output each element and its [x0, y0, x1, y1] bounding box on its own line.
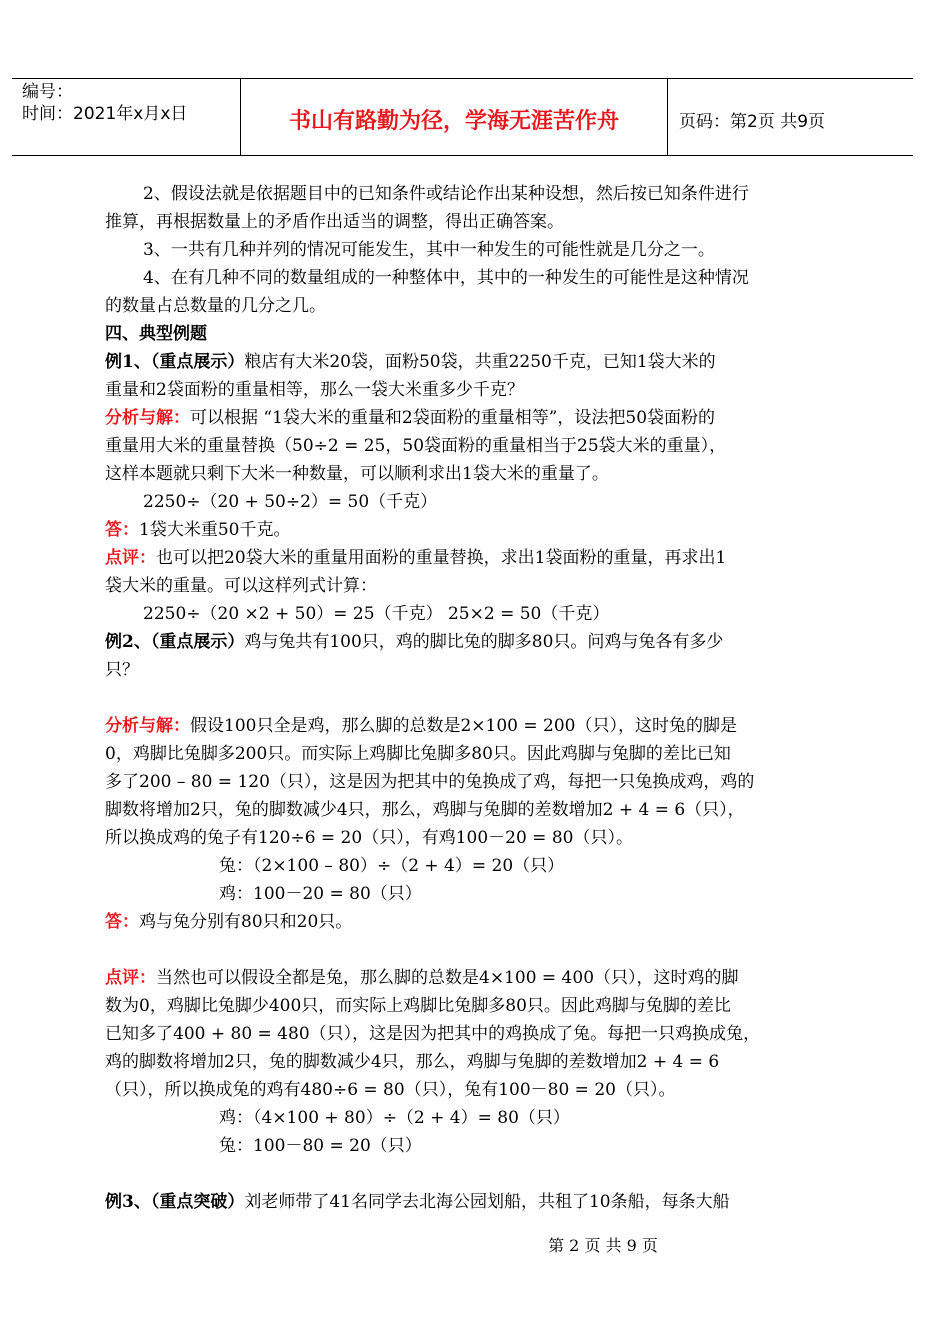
body-text: 粮店有大米20袋，面粉50袋，共重2250千克，已知1袋大米的	[244, 352, 716, 372]
example-label: 例2、（重点展示）	[105, 632, 245, 652]
body-line: 已知多了400 + 80 = 480（只），这是因为把其中的鸡换成了兔。每把一只鸡换成兔，	[105, 1024, 761, 1044]
section-heading: 四、典型例题	[105, 324, 207, 344]
answer-line	[105, 908, 827, 936]
formula-line: 2250÷（20 + 50÷2）= 50（千克）	[143, 492, 438, 512]
header-meta-cell	[12, 79, 240, 155]
header-page-info: 页码：第2页 共9页	[679, 112, 826, 132]
body-line: 鸡的脚数将增加2只，兔的脚数减少4只，那么，鸡脚与兔脚的差数增加2 + 4 = 6	[105, 1052, 720, 1072]
body-line: 3、一共有几种并列的情况可能发生，其中一种发生的可能性就是几分之一。	[143, 240, 715, 260]
analysis-label: 分析与解：	[105, 408, 190, 428]
document-time-label: 时间：2021年x月x日	[22, 104, 188, 124]
body-line: 袋大米的重量。可以这样列式计算：	[105, 576, 377, 596]
example-line	[105, 348, 827, 376]
body-text: 鸡与兔分别有80只和20只。	[139, 912, 353, 932]
answer-line	[105, 516, 827, 544]
body-text: 当然也可以假设全都是兔，那么脚的总数是4×100 = 400（只），这时鸡的脚	[156, 968, 739, 988]
example-line	[105, 628, 827, 656]
body-line: 4、在有几种不同的数量组成的一种整体中，其中的一种发生的可能性是这种情况	[143, 268, 749, 288]
formula-line: 鸡：（4×100 + 80）÷（2 + 4）= 80（只）	[219, 1108, 570, 1128]
body-line: 所以换成鸡的兔子有120÷6 = 20（只），有鸡100－20 = 80（只）。	[105, 828, 633, 848]
body-line: 这样本题就只剩下大米一种数量，可以顺利求出1袋大米的重量了。	[105, 464, 609, 484]
formula-line: 兔：100－80 = 20（只）	[219, 1136, 422, 1156]
page-footer: 第 2 页 共 9 页	[548, 1236, 658, 1255]
body-text: 可以根据 “1袋大米的重量和2袋面粉的重量相等”，设法把50袋面粉的	[190, 408, 716, 428]
analysis-line	[105, 404, 827, 432]
document-number-label: 编号：	[22, 82, 73, 102]
comment-label: 点评：	[105, 548, 156, 568]
body-text: 鸡与兔共有100只，鸡的脚比兔的脚多80只。问鸡与兔各有多少	[244, 632, 724, 652]
comment-label: 点评：	[105, 968, 156, 988]
body-text: 刘老师带了41名同学去北海公园划船，共租了10条船，每条大船	[244, 1192, 730, 1212]
document-header	[12, 78, 913, 156]
header-motto-cell	[240, 79, 668, 155]
comment-line	[105, 544, 827, 572]
formula-line: 2250÷（20 ×2 + 50）= 25（千克） 25×2 = 50（千克）	[143, 604, 610, 624]
answer-label: 答：	[105, 520, 139, 540]
formula-line: 兔：（2×100 – 80）÷（2 + 4）= 20（只）	[219, 856, 565, 876]
body-line: 重量和2袋面粉的重量相等，那么一袋大米重多少千克？	[105, 380, 524, 400]
answer-label: 答：	[105, 912, 139, 932]
body-line: 推算，再根据数量上的矛盾作出适当的调整，得出正确答案。	[105, 212, 564, 232]
example-label: 例1、（重点展示）	[105, 352, 245, 372]
body-line: 只？	[105, 660, 139, 680]
body-line: 0，鸡脚比兔脚多200只。而实际上鸡脚比兔脚多80只。因此鸡脚与兔脚的差比已知	[105, 744, 731, 764]
body-line: 多了200 – 80 = 120（只），这是因为把其中的兔换成了鸡，每把一只兔换成鸡，鸡的	[105, 772, 755, 792]
body-line: 数为0，鸡脚比兔脚少400只，而实际上鸡脚比兔脚多80只。因此鸡脚与兔脚的差比	[105, 996, 731, 1016]
body-line: 2、假设法就是依据题目中的已知条件或结论作出某种设想，然后按已知条件进行	[143, 184, 749, 204]
body-line: 重量用大米的重量替换（50÷2 = 25，50袋面粉的重量相当于25袋大米的重量），	[105, 436, 727, 456]
analysis-line	[105, 712, 827, 740]
body-line: （只），所以换成兔的鸡有480÷6 = 80（只），兔有100－80 = 20（只）。	[105, 1080, 676, 1100]
document-body	[105, 180, 827, 1216]
body-line: 脚数将增加2只，兔的脚数减少4只，那么，鸡脚与兔脚的差数增加2 + 4 = 6（只），	[105, 800, 745, 820]
header-page-cell	[667, 79, 913, 155]
body-text: 也可以把20袋大米的重量用面粉的重量替换，求出1袋面粉的重量，再求出1	[156, 548, 727, 568]
blank-line	[105, 684, 827, 712]
example-line	[105, 1188, 827, 1216]
blank-line	[105, 936, 827, 964]
body-line: 的数量占总数量的几分之几。	[105, 296, 326, 316]
body-text: 假设100只全是鸡，那么脚的总数是2×100 = 200（只），这时兔的脚是	[190, 716, 737, 736]
comment-line	[105, 964, 827, 992]
blank-line	[105, 1160, 827, 1188]
analysis-label: 分析与解：	[105, 716, 190, 736]
example-label: 例3、（重点突破）	[105, 1192, 245, 1212]
header-motto: 书山有路勤为径，学海无涯苦作舟	[288, 109, 619, 134]
body-text: 1袋大米重50千克。	[139, 520, 291, 540]
formula-line: 鸡：100－20 = 80（只）	[219, 884, 422, 904]
